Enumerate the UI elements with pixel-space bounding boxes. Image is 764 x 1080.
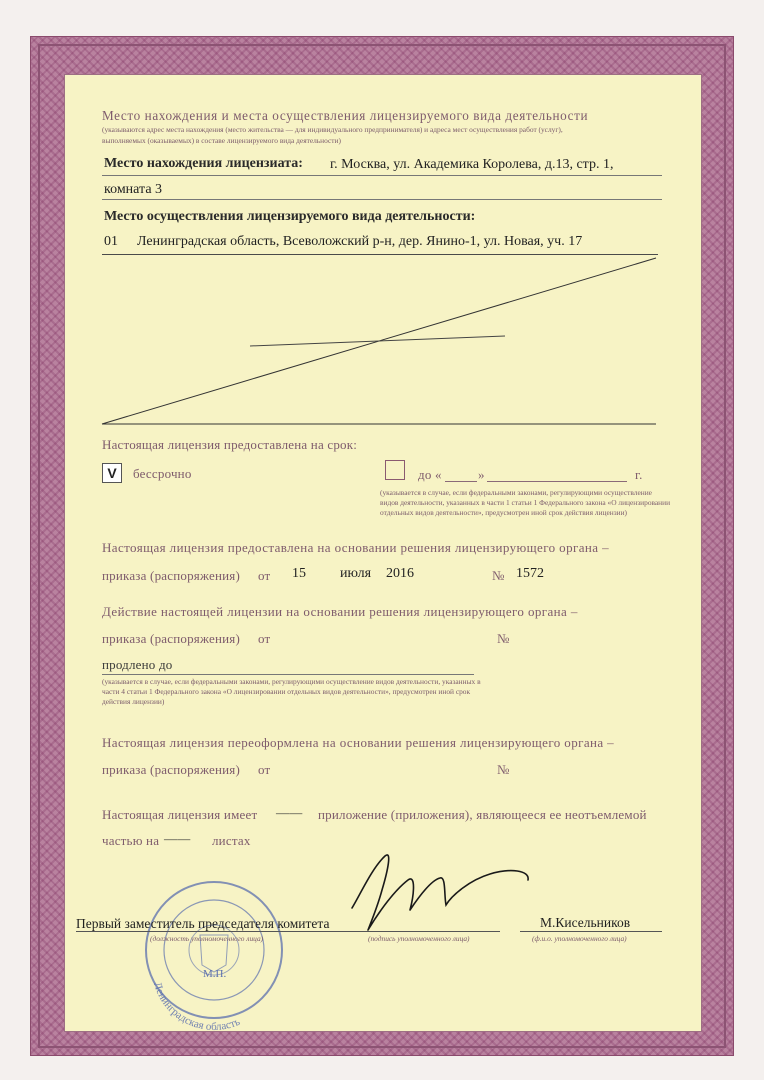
indefinite-label: бессрочно <box>133 466 192 481</box>
until-prefix: до « <box>418 467 442 482</box>
basis-number-sign: № <box>492 568 505 583</box>
name-note: (ф.и.о. уполномоченного лица) <box>532 934 627 943</box>
signature-note: (подпись уполномоченного лица) <box>368 934 470 943</box>
appendix-count: —— <box>276 805 303 820</box>
basis-title: Настоящая лицензия предоставлена на основании решения лицензирующего органа – <box>102 540 609 555</box>
extension-number-sign: № <box>497 631 510 646</box>
location-address-cont: комната 3 <box>104 182 163 197</box>
position-note: (должность уполномоченного лица) <box>150 934 264 943</box>
until-mid: » <box>478 467 485 482</box>
header-note-1: (указываются адрес места нахождения (место жительства — для индивидуального предпринимателя) и адреса мест осуществления работ (услуг), <box>102 125 563 134</box>
signer-name: М.Кисельников <box>540 915 631 930</box>
activity-place-label: Место осуществления лицензируемого вида деятельности: <box>104 209 476 224</box>
basis-month: июля <box>340 566 372 581</box>
reissue-title: Настоящая лицензия переоформлена на основании решения лицензирующего органа – <box>102 735 615 750</box>
location-label: Место нахождения лицензиата: <box>104 156 303 171</box>
extension-note: (указывается в случае, если федеральными законами, регулирующими осуществление видов деятельности, указанных в части 4 статьи 1 Федерального закона «О лицензировании отдельных видов деятельности», предусмотрен иной срок действия лицензии) <box>102 677 481 706</box>
term-title: Настоящая лицензия предоставлена на срок: <box>102 437 358 452</box>
appendix-text-4: листах <box>212 833 251 848</box>
activity-place-number: 01 <box>104 234 118 249</box>
appendix-text-1: Настоящая лицензия имеет <box>102 807 258 822</box>
basis-day: 15 <box>292 566 306 581</box>
stamp-mp: М.П. <box>203 968 227 980</box>
header-title: Место нахождения и места осуществления лицензируемого вида деятельности <box>102 108 589 123</box>
appendix-pages: —— <box>164 831 191 846</box>
reissue-from: от <box>258 762 271 777</box>
stamp-text: Ленинградская область <box>150 980 242 1034</box>
extended-label: продлено до <box>102 657 173 672</box>
header-note-2: выполняемых (оказываемых) в составе лицензируемого вида деятельности) <box>102 136 341 145</box>
reissue-order-label: приказа (распоряжения) <box>102 762 240 777</box>
appendix-text-3: частью на <box>102 833 160 848</box>
extension-order-label: приказа (распоряжения) <box>102 631 240 646</box>
indefinite-checkbox[interactable]: V <box>102 463 122 483</box>
location-address: г. Москва, ул. Академика Королева, д.13, стр. 1, <box>330 157 614 172</box>
basis-order-label: приказа (распоряжения) <box>102 568 240 583</box>
term-note: (указывается в случае, если федеральными законами, регулирующими осуществление видов деятельности, указанных в части 1 статьи 1 Федерального закона «О лицензировании отдельных видов деятельности», предусмотрен иной срок действия лицензии) <box>380 488 671 517</box>
extension-title: Действие настоящей лицензии на основании решения лицензирующего органа – <box>102 604 578 619</box>
signer-position: Первый заместитель председателя комитета <box>76 916 330 931</box>
appendix-text-2: приложение (приложения), являющееся ее неотъемлемой <box>318 807 647 822</box>
basis-number: 1572 <box>516 566 544 581</box>
reissue-number-sign: № <box>497 762 510 777</box>
basis-year: 2016 <box>386 566 414 581</box>
basis-from: от <box>258 568 271 583</box>
until-suffix: г. <box>635 467 643 482</box>
extension-from: от <box>258 631 271 646</box>
activity-place-address: Ленинградская область, Всеволожский р-н, дер. Янино-1, ул. Новая, уч. 17 <box>137 234 583 249</box>
